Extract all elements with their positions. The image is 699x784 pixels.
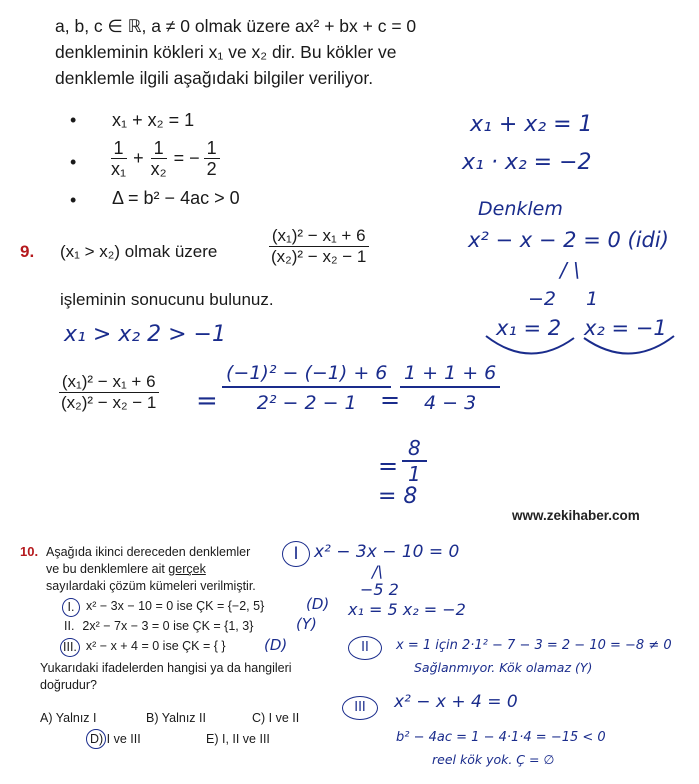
option-d: D) I ve III <box>90 732 141 746</box>
hw-order: x₁ > x₂ 2 > −1 <box>64 322 226 347</box>
hw-product: x₁ · x₂ = −2 <box>462 150 592 175</box>
watermark: www.zekihaber.com <box>512 508 640 523</box>
hw-discriminant: b² − 4ac = 1 − 4·1·4 = −15 < 0 <box>396 730 606 745</box>
q10-item-1: I. x² − 3x − 10 = 0 ise ÇK = {−2, 5} <box>62 598 264 617</box>
q9-condition: (x₁ > x₂) olmak üzere <box>60 242 218 261</box>
bullet-reciprocal-sum: $\frac{1}{\text{x₁}}$ + $\frac{1}{\text{x₂}}$ = − $\frac{1}{2}$ <box>108 138 220 179</box>
bullet-dot: • <box>70 152 77 172</box>
q10-item-2: II. 2x² − 7x − 3 = 0 ise ÇK = {1, 3} <box>64 619 254 633</box>
hw-mark-1: (D) <box>306 595 330 613</box>
option-e: E) I, II ve III <box>206 732 270 746</box>
intro-line-1: a, b, c ∈ ℝ, a ≠ 0 olmak üzere ax² + bx + c = 0 <box>55 16 417 36</box>
hw-eq-1: x² − 3x − 10 = 0 <box>314 542 460 562</box>
fraction: $\frac{1}{\text{x₂}}$ <box>150 138 167 179</box>
q9-expression: $\frac{\text{(x₁)² − x₁ + 6}}{\text{(x₂)² − x₂ − 1}}$ <box>268 226 369 267</box>
hw-roots: x₁ = 5 x₂ = −2 <box>348 600 466 619</box>
hw-equation: x² − x − 2 = 0 (idi) <box>468 228 669 252</box>
hw-root-2: x₂ = −1 <box>584 316 667 340</box>
answer-circle <box>86 729 106 749</box>
q10-line-1: Aşağıda ikinci dereceden denklemler <box>46 545 251 559</box>
fraction: $\frac{1}{\text{x₁}}$ <box>111 138 127 179</box>
hw-result-fraction: 8 1 <box>402 436 427 486</box>
hw-factor-b: 1 <box>586 288 599 310</box>
q9-prompt: işleminin sonucunu bulunuz. <box>60 290 274 309</box>
hw-simplified: 1 + 1 + 6 4 − 3 <box>400 362 500 414</box>
option-b: B) Yalnız II <box>146 711 206 725</box>
hw-note-3: reel kök yok. Ç = ∅ <box>432 752 555 767</box>
intro-line-2: denkleminin kökleri x₁ ve x₂ dir. Bu kökler ve <box>55 42 397 62</box>
q9-work-expression: $\frac{\text{(x₁)² − x₁ + 6}}{\text{(x₂)² − x₂ − 1}}$ <box>58 372 159 413</box>
q10-item-3: III. x² − x + 4 = 0 ise ÇK = { } <box>60 638 226 657</box>
fraction: $\frac{1}{2}$ <box>204 138 220 179</box>
question-number: 10. <box>20 544 39 559</box>
hw-check-2: x = 1 için 2·1² − 7 − 3 = 2 − 10 = −8 ≠ 0 <box>396 638 672 653</box>
hw-sum: x₁ + x₂ = 1 <box>470 112 593 137</box>
hw-factors: −5 2 <box>360 580 399 599</box>
hw-eq-3: x² − x + 4 = 0 <box>394 692 518 712</box>
bullet-dot: • <box>70 110 77 130</box>
option-a: A) Yalnız I <box>40 711 97 725</box>
q10-line-3: sayılardaki çözüm kümeleri verilmiştir. <box>46 579 256 593</box>
bullet-discriminant: Δ = b² − 4ac > 0 <box>112 188 240 208</box>
intro-line-3: denklemle ilgili aşağıdaki bilgiler veriliyor. <box>55 68 374 88</box>
hw-mark-2: (Y) <box>296 615 317 633</box>
question-number: 9. <box>20 242 35 261</box>
hw-note-2: Sağlanmıyor. Kök olamaz (Y) <box>414 660 593 675</box>
hw-roman-3: III <box>342 696 378 720</box>
option-c: C) I ve II <box>252 711 300 725</box>
q10-question-line-1: Yukarıdaki ifadelerden hangisi ya da hangileri <box>40 661 292 675</box>
hw-equals: = <box>380 386 401 414</box>
hw-final: = 8 <box>378 484 418 509</box>
hw-denklem: Denklem <box>478 198 563 220</box>
hw-branch: /\ <box>372 562 383 581</box>
hw-root-1: x₁ = 2 <box>496 316 562 340</box>
hw-branch: / \ <box>560 258 580 282</box>
hw-underline-arcs <box>480 330 680 364</box>
hw-factor-a: −2 <box>528 288 557 310</box>
q10-question-line-2: doğrudur? <box>40 678 97 692</box>
hw-roman-1: I <box>282 541 310 567</box>
hw-equals: = <box>378 452 399 480</box>
hw-mark-3: (D) <box>264 636 288 654</box>
bullet-sum: x₁ + x₂ = 1 <box>112 110 195 130</box>
q10-line-2: ve bu denklemlere ait gerçek <box>46 562 206 576</box>
hw-equals: = <box>196 386 218 416</box>
bullet-dot: • <box>70 190 77 210</box>
hw-roman-2: II <box>348 636 382 660</box>
hw-substituted: (−1)² − (−1) + 6 2² − 2 − 1 <box>222 362 391 414</box>
